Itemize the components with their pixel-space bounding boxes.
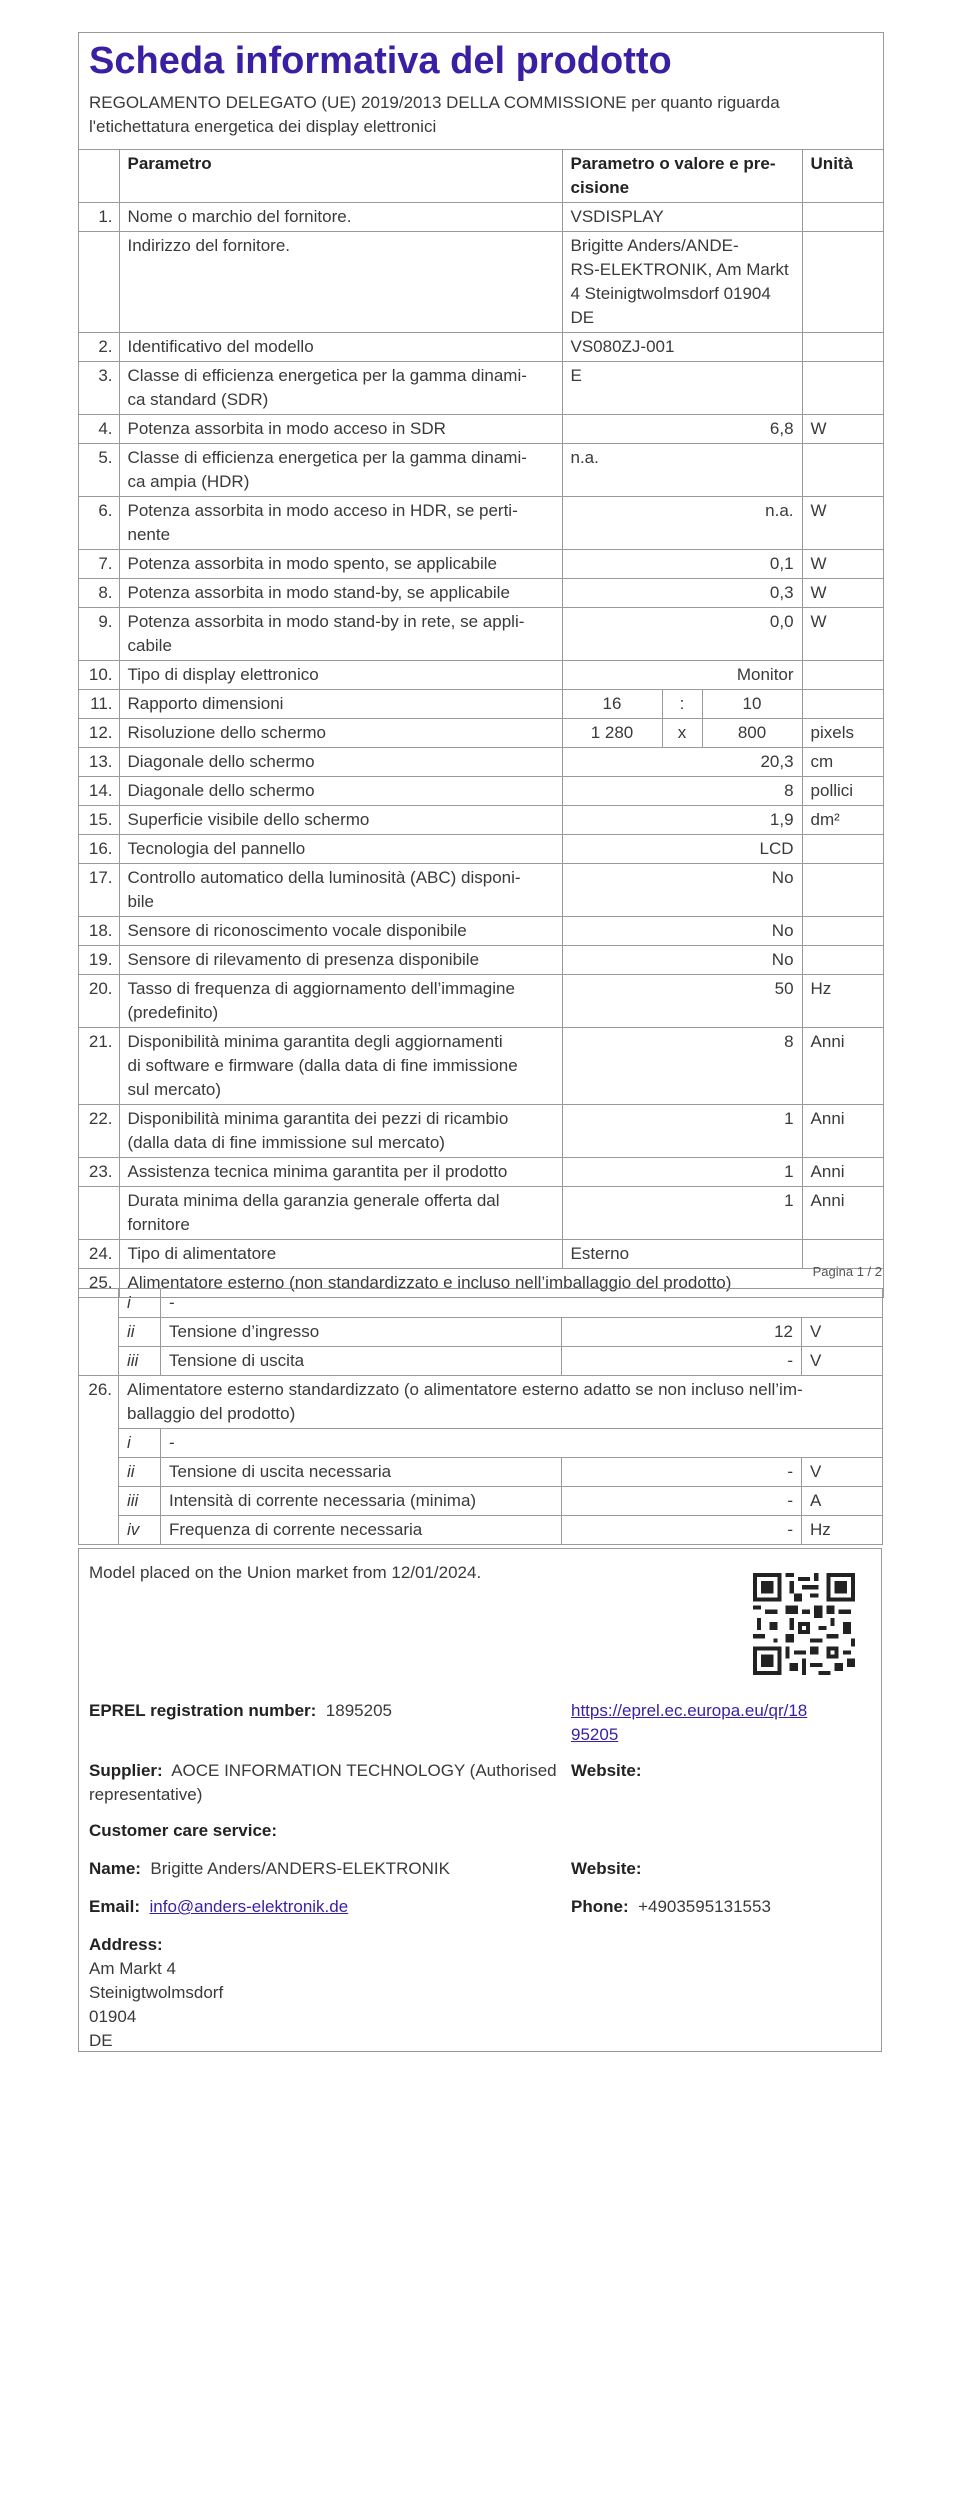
continuation-table	[78, 1288, 882, 1545]
table-row: Indirizzo del fornitore. Brigitte Anders/ANDE- RS-ELEKTRONIK, Am Markt 4 Steinigtwolmsdorf 01904 DE	[79, 232, 883, 333]
customer-care-heading: Customer care service:	[89, 1821, 278, 1840]
table-row: 17. Controllo automatico della luminosità (ABC) disponi- bile No	[79, 864, 883, 917]
product-information-sheet	[78, 32, 884, 1298]
table-row: 18. Sensore di riconoscimento vocale disponibile No	[79, 917, 883, 946]
table-row: iii Intensità di corrente necessaria (minima) - A	[79, 1487, 883, 1516]
table-row: 4. Potenza assorbita in modo acceso in SDR 6,8 W	[79, 415, 883, 444]
table-row: 22. Disponibilità minima garantita dei pezzi di ricambio (dalla data di fine immissione sul mercato) 1 Anni	[79, 1105, 883, 1158]
table-row: 8. Potenza assorbita in modo stand-by, se applicabile 0,3 W	[79, 579, 883, 608]
table-row: 1. Nome o marchio del fornitore. VSDISPLAY	[79, 203, 883, 232]
table-row: 14. Diagonale dello schermo 8 pollici	[79, 777, 883, 806]
qr-code-icon[interactable]	[753, 1573, 855, 1675]
table-row: 5. Classe di efficienza energetica per la gamma dinami- ca ampia (HDR) n.a.	[79, 444, 883, 497]
regulation-subtitle: REGOLAMENTO DELEGATO (UE) 2019/2013 DELLA COMMISSIONE per quanto riguarda l'etichettatura energetica dei display elettronici	[89, 93, 780, 136]
table-row: i -	[79, 1289, 883, 1318]
table-row: Durata minima della garanzia generale offerta dal fornitore 1 Anni	[79, 1187, 883, 1240]
supplier-info: Supplier: AOCE INFORMATION TECHNOLOGY (Authorised representative)	[89, 1761, 557, 1804]
page-title: Scheda informativa del prodotto	[89, 40, 672, 82]
table-row: 2. Identificativo del modello VS080ZJ-001	[79, 333, 883, 362]
table-row: 10. Tipo di display elettronico Monitor	[79, 661, 883, 690]
table-row: 15. Superficie visibile dello schermo 1,9 dm²	[79, 806, 883, 835]
contact-name: Name: Brigitte Anders/ANDERS-ELEKTRONIK	[89, 1859, 450, 1878]
table-row: 23. Assistenza tecnica minima garantita per il prodotto 1 Anni	[79, 1158, 883, 1187]
table-row: 21. Disponibilità minima garantita degli aggiornamenti di software e firmware (dalla data di fine immissione sul mercato) 8 Anni	[79, 1028, 883, 1105]
column-header-parameter: Parametro	[119, 150, 562, 203]
table-row: iv Frequenza di corrente necessaria - Hz	[79, 1516, 883, 1545]
column-header-unit: Unità	[802, 150, 883, 203]
table-row: 26. Alimentatore esterno standardizzato (o alimentatore esterno adatto se non incluso nell’im- ballaggio del prodotto)	[79, 1376, 883, 1429]
table-header-row	[79, 150, 883, 203]
table-row: iii Tensione di uscita - V	[79, 1347, 883, 1376]
table-row: 3. Classe di efficienza energetica per la gamma dinami- ca standard (SDR) E	[79, 362, 883, 415]
table-row: 12. Risoluzione dello schermo 1 280 x 800 pixels	[79, 719, 883, 748]
contact-email: Email: info@anders-elektronik.de	[89, 1897, 349, 1916]
eprel-url-link[interactable]: https://eprel.ec.europa.eu/qr/18 95205	[571, 1701, 808, 1744]
table-row: ii Tensione d’ingresso 12 V	[79, 1318, 883, 1347]
table-row: i -	[79, 1429, 883, 1458]
sheet-header	[79, 33, 883, 150]
eprel-info-box	[78, 1548, 882, 2052]
email-link[interactable]: info@anders-elektronik.de	[149, 1897, 349, 1916]
column-header-value: Parametro o valore e pre- cisione	[562, 150, 802, 203]
table-row: 11. Rapporto dimensioni 16 : 10	[79, 690, 883, 719]
parameter-table	[79, 150, 883, 1297]
eprel-registration-number: 1895205	[325, 1701, 392, 1720]
page-number: Pagina 1 / 2	[812, 1264, 882, 1279]
table-row: 16. Tecnologia del pannello LCD	[79, 835, 883, 864]
contact-address: Address: Am Markt 4 Steinigtwolmsdorf 01904 DE	[89, 1935, 224, 2050]
supplier-website-label: Website:	[571, 1761, 642, 1780]
contact-phone: Phone: +4903595131553	[571, 1897, 771, 1916]
table-row: 6. Potenza assorbita in modo acceso in HDR, se perti- nente n.a. W	[79, 497, 883, 550]
eprel-registration-label: EPREL registration number:	[89, 1701, 317, 1720]
table-row: 24. Tipo di alimentatore Esterno	[79, 1240, 883, 1269]
market-placement-text: Model placed on the Union market from 12/01/2024.	[89, 1563, 482, 1582]
contact-website-label: Website:	[571, 1859, 642, 1878]
table-row: 20. Tasso di frequenza di aggiornamento dell’immagine (predefinito) 50 Hz	[79, 975, 883, 1028]
table-row: 19. Sensore di rilevamento di presenza disponibile No	[79, 946, 883, 975]
table-row: ii Tensione di uscita necessaria - V	[79, 1458, 883, 1487]
table-row: 9. Potenza assorbita in modo stand-by in rete, se appli- cabile 0,0 W	[79, 608, 883, 661]
table-row: 7. Potenza assorbita in modo spento, se applicabile 0,1 W	[79, 550, 883, 579]
table-row: 25. Alimentatore esterno (non standardizzato e incluso nell’imballaggio del prodotto)	[79, 1269, 883, 1298]
table-row: 13. Diagonale dello schermo 20,3 cm	[79, 748, 883, 777]
